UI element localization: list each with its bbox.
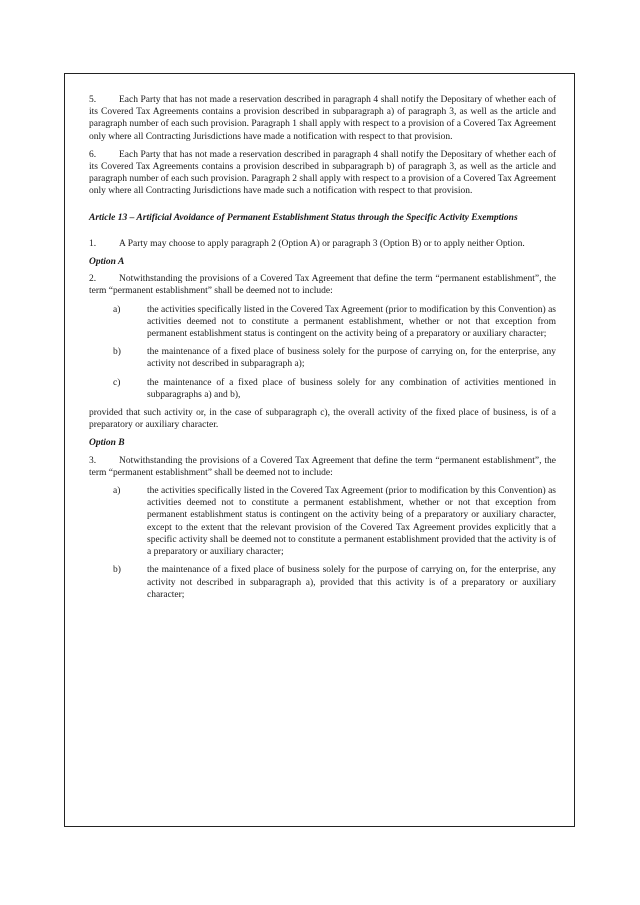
subparagraph-text: the maintenance of a fixed place of business solely for the purpose of carrying on, for the enterprise, any activity not described in subparagraph a), provided that this activity is of a preparatory or auxiliary character; xyxy=(147,565,556,600)
paragraph-6 xyxy=(89,149,556,198)
subparagraph-text: the maintenance of a fixed place of business solely for the purpose of carrying on, for the enterprise, any activity not described in subparagraph a); xyxy=(147,347,556,370)
subparagraph-letter: a) xyxy=(113,486,121,497)
paragraph-number: 2. xyxy=(89,274,97,285)
subparagraph-text: the activities specifically listed in the Covered Tax Agreement (prior to modification by this Convention) as activities deemed not to constitute a permanent establishment, whether or not that exception from permanent establishment status is contingent on the activity being of a preparatory or auxiliary character, except to the extent that the relevant provision of the Covered Tax Agreement provides explicitly that a specific activity shall be deemed not to constitute a permanent establishment provided that the activity is of a preparatory or auxiliary character; xyxy=(147,486,556,558)
subparagraph-text: the activities specifically listed in the Covered Tax Agreement (prior to modification by this Convention) as activities deemed not to constitute a permanent establishment, whether or not that exception from permanent establishment status is contingent on the activity being of a preparatory or auxiliary character; xyxy=(147,304,556,340)
paragraph-5 xyxy=(89,94,556,143)
paragraph-text: Each Party that has not made a reservation described in paragraph 4 shall notify the Depositary of whether each of its Covered Tax Agreements contains a provision described in subparagraph b) of paragraph 3, as well as the article and paragraph number of each such provision. Paragraph 2 shall apply with respect to a provision of a Covered Tax Agreement only where all Contracting Jurisdictions have made such a notification with respect to that provision. xyxy=(89,149,556,197)
paragraph-text: Notwithstanding the provisions of a Covered Tax Agreement that define the term “permanent establishment”, the term “permanent establishment” shall be deemed not to include: xyxy=(89,455,556,478)
paragraph-text: A Party may choose to apply paragraph 2 (Option A) or paragraph 3 (Option B) or to apply neither Option. xyxy=(119,238,525,249)
subparagraph-b xyxy=(89,346,556,370)
paragraph-number: 5. xyxy=(89,95,97,105)
subparagraph-text: the maintenance of a fixed place of business solely for any combination of activities mentioned in subparagraphs a) and b), xyxy=(147,377,556,400)
option-b-title: Option B xyxy=(89,438,125,449)
paragraph-number: 1. xyxy=(89,238,97,249)
option-a-title: Option A xyxy=(89,257,125,268)
paragraph-number: 3. xyxy=(89,455,97,466)
option-a-closing: provided that such activity or, in the case of subparagraph c), the overall activity of the fixed place of business, is of a preparatory or auxiliary character. xyxy=(89,408,556,431)
subparagraph-b xyxy=(89,564,556,601)
subparagraph-a xyxy=(89,304,556,341)
paragraph-text: Each Party that has not made a reservation described in paragraph 4 shall notify the Depositary of whether each of its Covered Tax Agreements contains a provision described in subparagraph a) of paragraph 3, as well as the article and paragraph number of each such provision. Paragraph 1 shall apply with respect to a provision of a Covered Tax Agreement only where all Contracting Jurisdictions have made a notification with respect to that provision. xyxy=(89,95,556,142)
subparagraph-a xyxy=(89,485,556,558)
subparagraph-letter: c) xyxy=(113,377,121,388)
article-paragraph-3 xyxy=(89,455,556,479)
article-paragraph-2 xyxy=(89,273,556,297)
subparagraph-letter: b) xyxy=(113,565,121,576)
subparagraph-c xyxy=(89,377,556,401)
paragraph-number: 6. xyxy=(89,149,97,160)
paragraph-text: Notwithstanding the provisions of a Covered Tax Agreement that define the term “permanent establishment”, the term “permanent establishment” shall be deemed not to include: xyxy=(89,274,556,297)
article-paragraph-1 xyxy=(89,238,556,250)
subparagraph-letter: b) xyxy=(113,347,121,358)
document-body xyxy=(89,94,556,607)
subparagraph-letter: a) xyxy=(113,304,121,315)
article-title: Article 13 – Artificial Avoidance of Permanent Establishment Status through the Specific Activity Exemptions xyxy=(89,212,518,223)
